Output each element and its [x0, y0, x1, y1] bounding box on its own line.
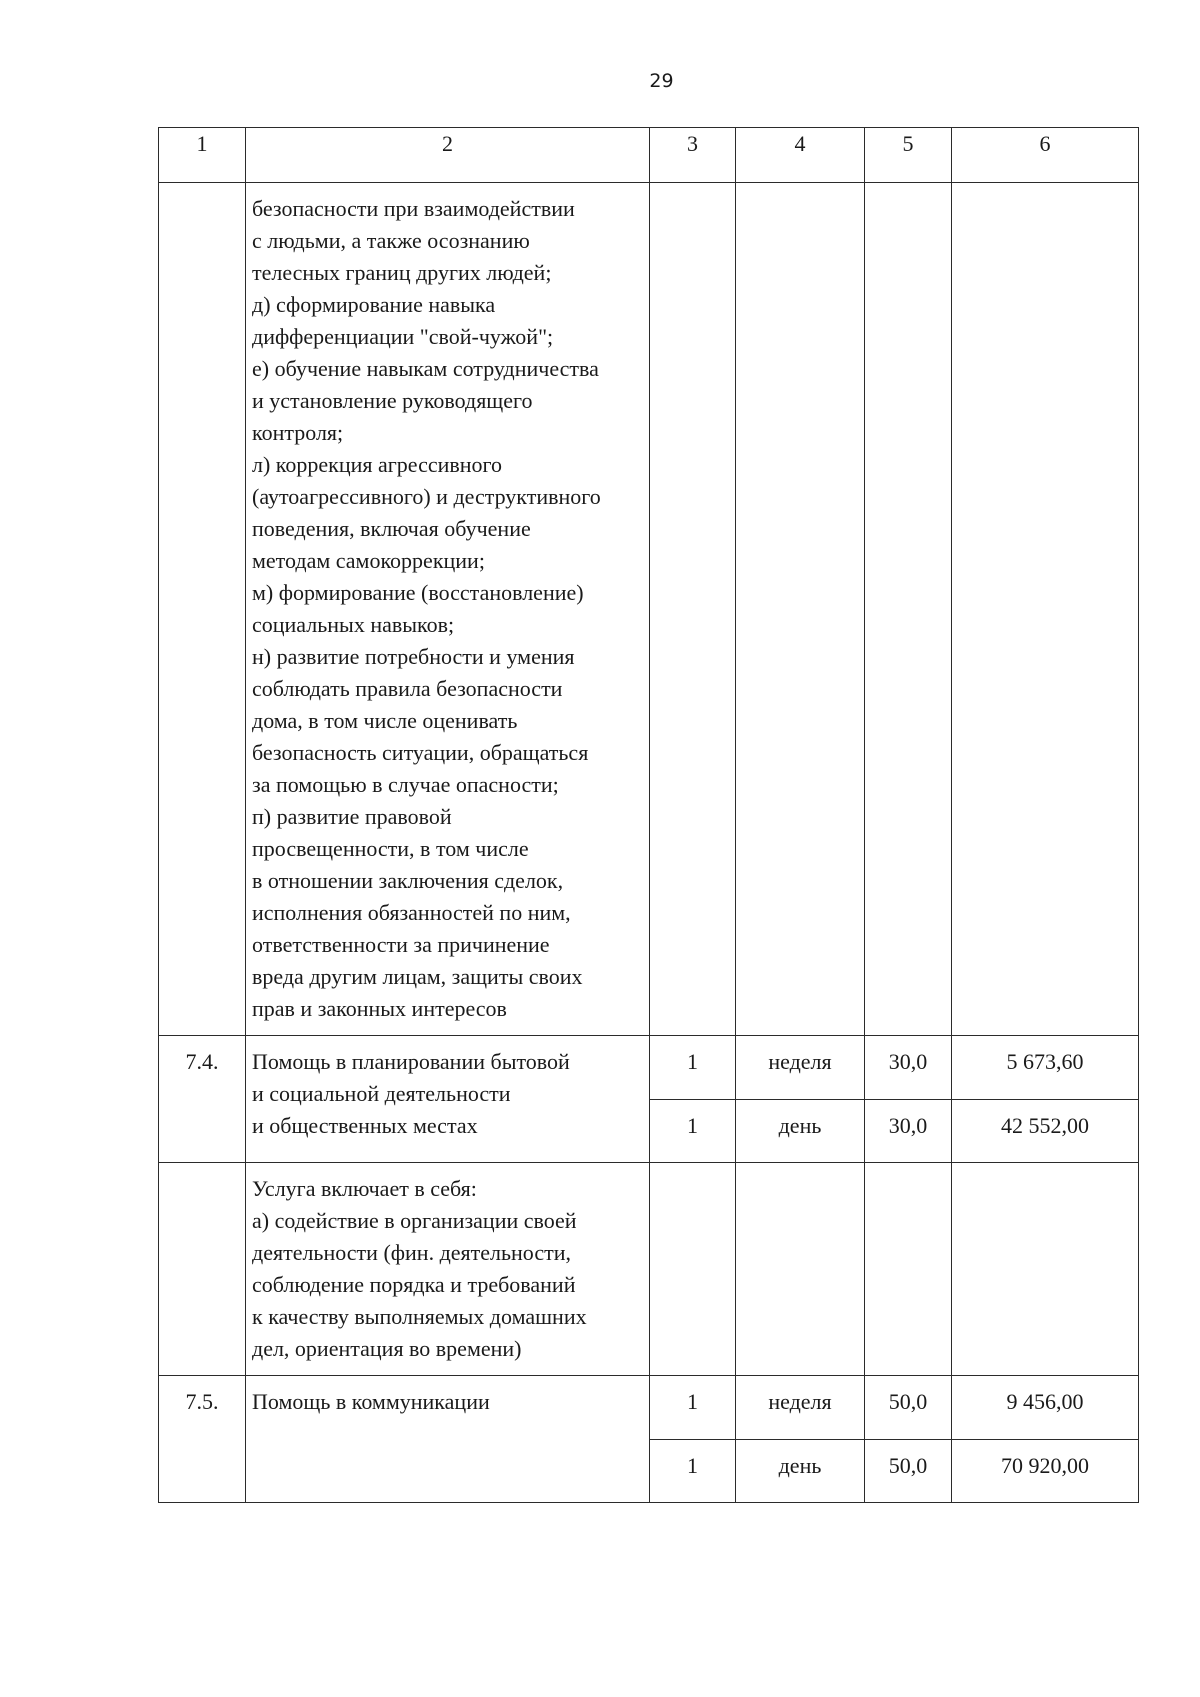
- continued-text-line: с людьми, а также осознанию: [252, 228, 530, 253]
- continued-text-line: методам самокоррекции;: [252, 548, 485, 573]
- item-number: 7.4.: [159, 1036, 246, 1163]
- continued-text-line: м) формирование (восстановление): [252, 580, 584, 605]
- header-cell: 5: [865, 128, 952, 183]
- continued-text-line: соблюдать правила безопасности: [252, 676, 563, 701]
- item-name-line: и социальной деятельности: [252, 1081, 511, 1106]
- continued-text-line: н) развитие потребности и умения: [252, 644, 575, 669]
- price-cell: 70 920,00: [952, 1440, 1139, 1503]
- continued-text-line: в отношении заключения сделок,: [252, 868, 564, 893]
- price-cell: 5 673,60: [952, 1036, 1139, 1100]
- description-line: Услуга включает в себя:: [252, 1176, 477, 1201]
- continued-text-line: безопасности при взаимодействии: [252, 196, 575, 221]
- description-line: дел, ориентация во времени): [252, 1336, 522, 1361]
- table-row-7-4-description: [159, 1163, 1139, 1376]
- header-cell: 4: [736, 128, 865, 183]
- continued-text-line: д) сформирование навыка: [252, 292, 496, 317]
- item-number: 7.5.: [159, 1376, 246, 1503]
- hours-cell: 50,0: [865, 1376, 952, 1440]
- page-number: 29: [649, 70, 674, 92]
- continued-text-line: безопасность ситуации, обращаться: [252, 740, 589, 765]
- continued-text-line: контроля;: [252, 420, 344, 445]
- continued-text-line: л) коррекция агрессивного: [252, 452, 503, 477]
- description-line: а) содействие в организации своей: [252, 1208, 577, 1233]
- item-name-line: Помощь в планировании бытовой: [252, 1049, 570, 1074]
- continued-text-line: за помощью в случае опасности;: [252, 772, 559, 797]
- item-description: [246, 1163, 650, 1376]
- price-cell: 9 456,00: [952, 1376, 1139, 1440]
- description-line: соблюдение порядка и требований: [252, 1272, 576, 1297]
- continued-text-line: социальных навыков;: [252, 612, 455, 637]
- unit-cell: день: [736, 1440, 865, 1503]
- continued-text-line: просвещенности, в том числе: [252, 836, 529, 861]
- continued-text-line: вреда другим лицам, защиты своих: [252, 964, 583, 989]
- price-cell: 42 552,00: [952, 1100, 1139, 1163]
- table-row-continued: [159, 183, 1139, 1036]
- continued-text-lines: [252, 193, 643, 1025]
- description-line: к качеству выполняемых домашних: [252, 1304, 587, 1329]
- continued-text-line: и установление руководящего: [252, 388, 533, 413]
- continued-text-line: дифференциации "свой-чужой";: [252, 324, 554, 349]
- continued-text-line: ответственности за причинение: [252, 932, 550, 957]
- continued-text-line: п) развитие правовой: [252, 804, 452, 829]
- unit-cell: неделя: [736, 1376, 865, 1440]
- continued-text-line: дома, в том числе оценивать: [252, 708, 518, 733]
- table-row-7-4: [159, 1036, 1139, 1100]
- continued-text-line: исполнения обязанностей по ним,: [252, 900, 571, 925]
- continued-text-line: е) обучение навыкам сотрудничества: [252, 356, 599, 381]
- continued-text-line: прав и законных интересов: [252, 996, 507, 1021]
- hours-cell: 30,0: [865, 1100, 952, 1163]
- qty-cell: 1: [650, 1376, 736, 1440]
- qty-cell: 1: [650, 1100, 736, 1163]
- table-row-7-5: [159, 1376, 1139, 1440]
- continued-text-line: поведения, включая обучение: [252, 516, 531, 541]
- hours-cell: 50,0: [865, 1440, 952, 1503]
- unit-cell: неделя: [736, 1036, 865, 1100]
- unit-cell: день: [736, 1100, 865, 1163]
- continued-text-line: телесных границ других людей;: [252, 260, 552, 285]
- item-name: [246, 1036, 650, 1163]
- header-cell: 6: [952, 128, 1139, 183]
- tariff-table: [158, 127, 1139, 1503]
- qty-cell: 1: [650, 1440, 736, 1503]
- header-cell: 1: [159, 128, 246, 183]
- item-name: Помощь в коммуникации: [246, 1376, 650, 1503]
- item-name-line: и общественных местах: [252, 1113, 478, 1138]
- header-cell: 3: [650, 128, 736, 183]
- description-line: деятельности (фин. деятельности,: [252, 1240, 572, 1265]
- table-header-row: [159, 128, 1139, 183]
- continued-description: [246, 183, 650, 1036]
- qty-cell: 1: [650, 1036, 736, 1100]
- hours-cell: 30,0: [865, 1036, 952, 1100]
- continued-text-line: (аутоагрессивного) и деструктивного: [252, 484, 601, 509]
- header-cell: 2: [246, 128, 650, 183]
